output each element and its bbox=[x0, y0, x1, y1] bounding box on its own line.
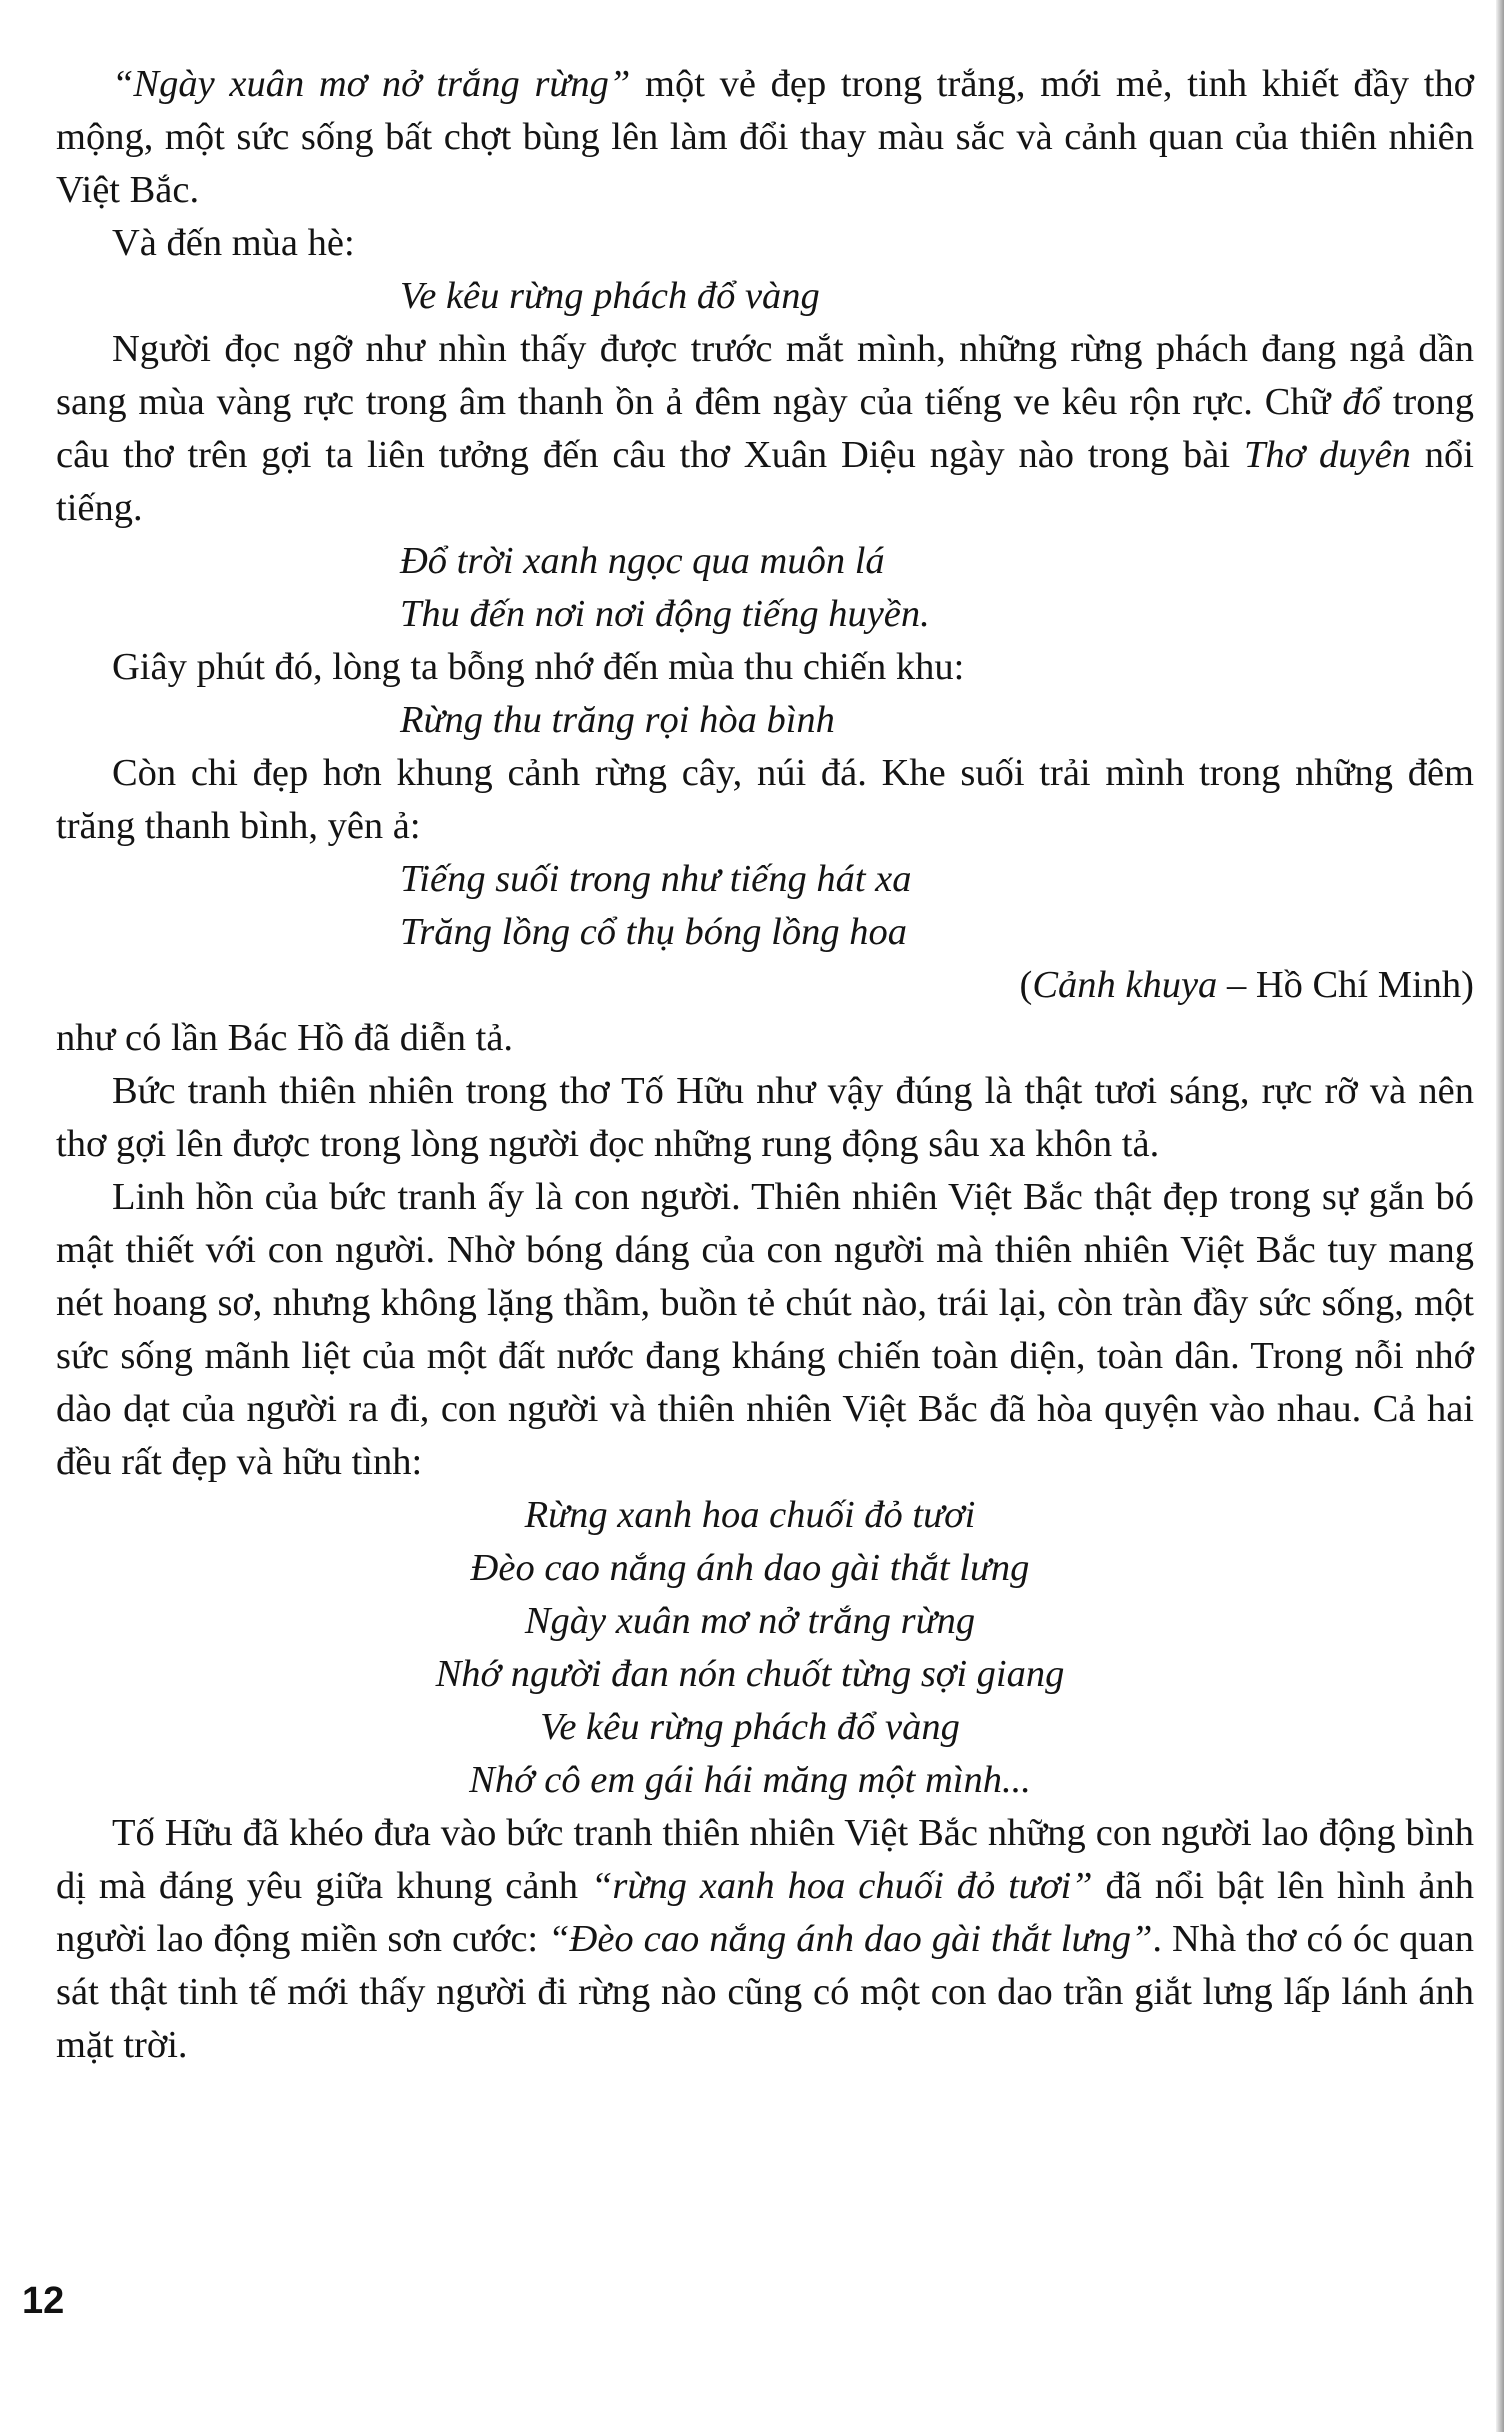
paragraph-3-text-a: Người đọc ngỡ như nhìn thấy được trước mắt mình, những rừng phách đang ngả dần sang mùa vàng rực trong âm thanh ồn ả đêm ngày của tiếng ve kêu rộn rực. Chữ bbox=[56, 328, 1474, 423]
verse-line: Ve kêu rừng phách đổ vàng bbox=[540, 1706, 960, 1748]
verse-line: Tiếng suối trong như tiếng hát xa bbox=[400, 858, 912, 900]
quote-ngay-xuan: “Ngày xuân mơ nở trắng rừng” bbox=[112, 63, 631, 105]
page-number: 12 bbox=[22, 2280, 65, 2322]
poem-title-tho-duyen: Thơ duyên bbox=[1243, 434, 1411, 476]
verse-citation bbox=[56, 959, 1474, 1012]
paragraph-4: Giây phút đó, lòng ta bỗng nhớ đến mùa thu chiến khu: bbox=[112, 646, 965, 688]
paragraph-7: Bức tranh thiên nhiên trong thơ Tố Hữu như vậy đúng là thật tươi sáng, rực rỡ và nên thơ gợi lên được trong lòng người đọc những rung động sâu xa khôn tả. bbox=[56, 1070, 1474, 1165]
verse-line: Nhớ cô em gái hái măng một mình... bbox=[469, 1759, 1031, 1801]
verse-line: Ngày xuân mơ nở trắng rừng bbox=[524, 1600, 976, 1642]
verse-line: Đổ trời xanh ngọc qua muôn lá bbox=[400, 540, 885, 582]
paragraph-8: Linh hồn của bức tranh ấy là con người. Thiên nhiên Việt Bắc thật đẹp trong sự gắn bó mật thiết với con người. Nhờ bóng dáng của con người mà thiên nhiên Việt Bắc tuy mang nét hoang sơ, nhưng không lặng thầm, buồn tẻ chút nào, trái lại, còn tràn đầy sức sống, một sức sống mãnh liệt của một đất nước đang kháng chiến toàn diện, toàn dân. Trong nỗi nhớ dào dạt của người ra đi, con người và thiên nhiên Việt Bắc đã hòa quyện vào nhau. Cả hai đều rất đẹp và hữu tình: bbox=[56, 1176, 1474, 1483]
verse-line: Đèo cao nắng ánh dao gài thắt lưng bbox=[470, 1547, 1030, 1589]
verse-canh-khuya bbox=[56, 853, 1474, 959]
paragraph-1 bbox=[56, 58, 1474, 217]
verse-ve-keu bbox=[56, 270, 1474, 323]
paragraph-1-text: một vẻ đẹp trong trắng, mới mẻ, tinh khiết đầy thơ mộng, một sức sống bất chợt bùng lên làm đổi thay màu sắc và cảnh quan của thiên nhiên Việt Bắc. bbox=[56, 63, 1474, 211]
paragraph-2: Và đến mùa hè: bbox=[112, 222, 355, 264]
verse-line: Rừng xanh hoa chuối đỏ tươi bbox=[524, 1494, 976, 1536]
paragraph-3-text-b: trong câu thơ trên gợi ta liên tưởng đến câu thơ Xuân Diệu ngày nào trong bài bbox=[56, 381, 1474, 476]
page-edge-shadow bbox=[1496, 0, 1504, 2432]
verse-line: Nhớ người đan nón chuốt từng sợi giang bbox=[435, 1653, 1065, 1695]
quote-deo-cao: “Đèo cao nắng ánh dao gài thắt lưng” bbox=[548, 1918, 1153, 1960]
verse-line: Ve kêu rừng phách đổ vàng bbox=[400, 275, 820, 317]
paragraph-9-text-c: . Nhà thơ có óc quan sát thật tinh tế mới thấy người đi rừng nào cũng có một con dao trần giắt lưng lấp lánh ánh mặt trời. bbox=[56, 1918, 1474, 2066]
verse-line: Trăng lồng cổ thụ bóng lồng hoa bbox=[400, 911, 907, 953]
quote-rung-xanh: “rừng xanh hoa chuối đỏ tươi” bbox=[590, 1865, 1093, 1907]
verse-line: Rừng thu trăng rọi hòa bình bbox=[400, 699, 835, 741]
paragraph-9-text-b: đã nổi bật lên hình ảnh người lao động miền sơn cước: bbox=[56, 1865, 1474, 1960]
paragraph-3-text-c: nổi tiếng. bbox=[56, 434, 1474, 529]
verse-rung-thu bbox=[56, 694, 1474, 747]
citation-open: ( bbox=[1019, 964, 1033, 1006]
citation-poem: Cảnh khuya bbox=[1032, 964, 1218, 1006]
paragraph-9-text-a: Tố Hữu đã khéo đưa vào bức tranh thiên nhiên Việt Bắc những con người lao động bình dị mà đáng yêu giữa khung cảnh bbox=[56, 1812, 1474, 1907]
paragraph-3 bbox=[56, 323, 1474, 535]
verse-line: Thu đến nơi nơi động tiếng huyền. bbox=[400, 593, 930, 635]
paragraph-9 bbox=[56, 1807, 1474, 2072]
verse-viet-bac bbox=[56, 1489, 1474, 1807]
citation-author: – Hồ Chí Minh) bbox=[1217, 964, 1474, 1006]
paragraph-6: như có lần Bác Hồ đã diễn tả. bbox=[56, 1017, 514, 1059]
paragraph-5: Còn chi đẹp hơn khung cảnh rừng cây, núi đá. Khe suối trải mình trong những đêm trăng thanh bình, yên ả: bbox=[56, 752, 1474, 847]
emphasis-do: đổ bbox=[1342, 381, 1381, 423]
page-body bbox=[56, 58, 1474, 2072]
verse-tho-duyen bbox=[56, 535, 1474, 641]
